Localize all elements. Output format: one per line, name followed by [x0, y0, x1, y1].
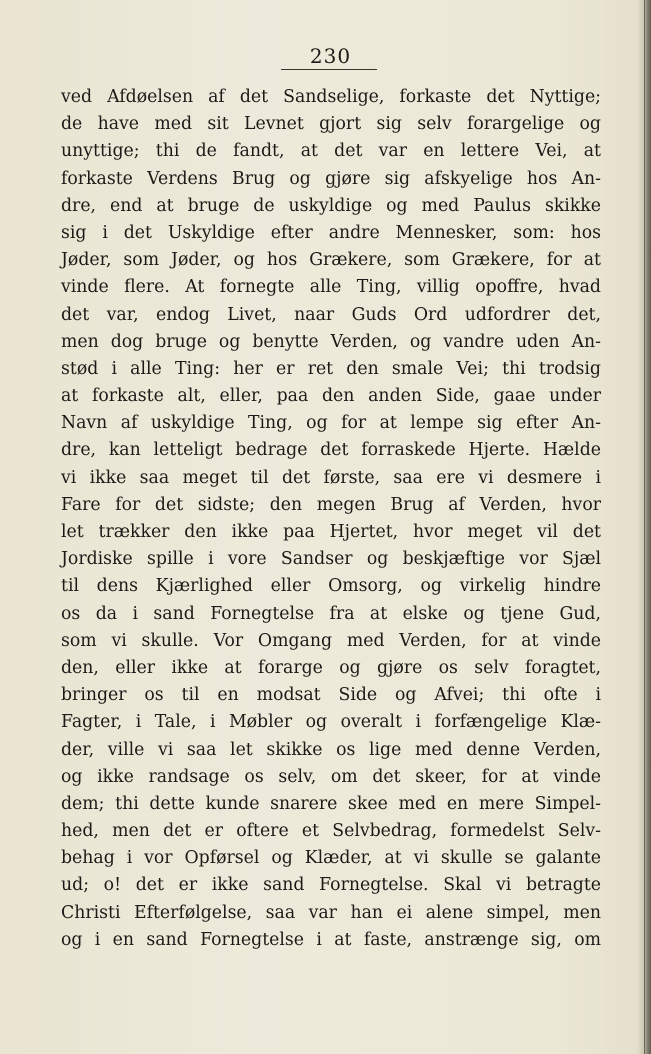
text-line: dre, end at bruge de uskyldige og med Paulus skikke [61, 195, 601, 216]
text-line: Jordiske spille i vore Sandser og beskjæftige vor Sjæl [61, 549, 601, 570]
text-line: hed, men det er oftere et Selvbedrag, formedelst Selv- [61, 821, 601, 842]
page-edge-line [644, 0, 645, 1054]
text-line: behag i vor Opførsel og Klæder, at vi skulle se galante [61, 848, 601, 869]
text-line: sig i det Uskyldige efter andre Mennesker, som: hos [61, 222, 601, 243]
text-line: der, ville vi saa let skikke os lige med denne Verden, [61, 739, 601, 760]
text-line: stød i alle Ting: her er ret den smale Vei; thi trodsig [61, 358, 601, 379]
text-line: let trækker den ikke paa Hjertet, hvor meget vil det [61, 522, 601, 542]
text-line: os da i sand Fornegtelse fra at elske og tjene Gud, [61, 603, 601, 624]
text-line: vi ikke saa meget til det første, saa ere vi desmere i [61, 467, 601, 488]
text-line: unyttige; thi de fandt, at det var en lettere Vei, at [61, 141, 601, 162]
text-line: og ikke randsage os selv, om det skeer, for at vinde [61, 766, 601, 787]
text-line: vinde flere. At fornegte alle Ting, villig opoffre, hvad [61, 277, 601, 298]
text-line: til dens Kjærlighed eller Omsorg, og virkelig hindre [61, 576, 601, 597]
page-number-rule [281, 69, 377, 70]
text-line: ved Afdøelsen af det Sandselige, forkaste det Nyttige; [61, 87, 601, 107]
text-line: forkaste Verdens Brug og gjøre sig afskyelige hos An- [61, 168, 601, 189]
page-number: 230 [309, 44, 352, 68]
text-line: de have med sit Levnet gjort sig selv forargelige og [61, 114, 601, 135]
text-line: dem; thi dette kunde snarere skee med en mere Simpel- [61, 793, 601, 814]
text-line: som vi skulle. Vor Omgang med Verden, for at vinde [61, 630, 601, 651]
text-line: det var, endog Livet, naar Guds Ord udfordrer det, [61, 304, 601, 325]
text-line: ud; o! det er ikke sand Fornegtelse. Skal vi betragte [61, 875, 601, 896]
text-line: at forkaste alt, eller, paa den anden Side, gaae under [61, 386, 601, 407]
text-line: Fare for det sidste; den megen Brug af Verden, hvor [61, 494, 601, 515]
text-line: men dog bruge og benytte Verden, og vandre uden An- [61, 331, 601, 352]
text-line: Christi Efterfølgelse, saa var han ei alene simpel, men [61, 902, 601, 923]
text-line: dre, kan letteligt bedrage det forraskede Hjerte. Hælde [61, 440, 601, 461]
text-line: Navn af uskyldige Ting, og for at lempe sig efter An- [61, 413, 601, 434]
text-line: Jøder, som Jøder, og hos Grækere, som Grækere, for at [61, 250, 601, 271]
body-text [61, 84, 601, 954]
text-line: bringer os til en modsat Side og Afvei; thi ofte i [61, 685, 601, 706]
text-line: den, eller ikke at forarge og gjøre os selv foragtet, [61, 657, 601, 678]
text-line: og i en sand Fornegtelse i at faste, anstrænge sig, om [61, 929, 601, 950]
text-line: Fagter, i Tale, i Møbler og overalt i forfængelige Klæ- [61, 712, 601, 733]
